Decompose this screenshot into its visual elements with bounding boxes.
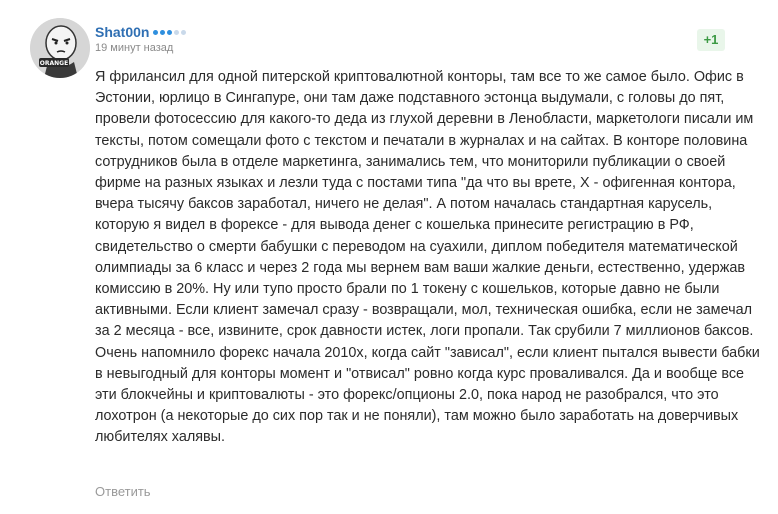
user-rank-indicator (153, 30, 186, 35)
vote-count-badge[interactable]: +1 (697, 29, 725, 51)
rank-dot (153, 30, 158, 35)
avatar-label: ORANGE (39, 60, 69, 67)
author-line (95, 24, 186, 40)
comment-timestamp: 19 минут назад (95, 42, 174, 54)
rank-dot (167, 30, 172, 35)
comment-text: Я фрилансил для одной питерской криптовалютной конторы, там все то же самое было. Офис в Эстонии, юрлицо в Сингапуре, они там даже подставного эстонца выдумали, с головы до пят, провели фотосессию для какого-то деда из глухой деревни в Ленобласти, маркетологи писали им тексты, потом сомещали фото с текстом и печатали в журналах и на сайтах. В конторе половина сотрудников была в отделе маркетинга, занимались тем, что мониторили публикации о своей фирме на разных языках и лезли туда с постами типа "да что вы врете, Х - офигенная контора, вчера тысячу баксов заработал, ничего не делая". А потом началась стандартная карусель, которую я видел в форексе - для вывода денег с кошелька принесите регистрацию в РФ, свидетельство о смерти бабушки с переводом на суахили, диплом победителя математической олимпиады за 6 класс и через 2 года мы вернем вам ваши жалкие деньги, естественно, удержав комиссию в 20%. Ну или тупо просто брали по 1 токену с кошельков, которые давно не были активными. Если клиент замечал сразу - возвращали, мол, техническая ошибка, если не замечал за 2 месяца - все, извините, срок давности истек, логи пропали. Так срубили 7 миллионов баксов. Очень напомнило форекс начала 2010х, когда сайт "зависал", если клиент пытался вывести бабки в невыгодный для конторы момент и "отвисал" ровно когда курс проваливался. Да и вообще все эти блокчейны и криптовалюты - это форекс/опционы 2.0, пока народ не разобрался, что это лохотрон (а некоторые до сих пор так и не поняли), там можно было заработать на доверчивых любителях халявы. (95, 69, 760, 446)
author-name[interactable]: Shat00n (95, 24, 150, 40)
rank-dot (181, 30, 186, 35)
reply-button[interactable]: Ответить (95, 484, 151, 499)
rank-dot (174, 30, 179, 35)
rank-dot (160, 30, 165, 35)
avatar[interactable] (30, 18, 90, 78)
avatar-image (30, 18, 90, 78)
